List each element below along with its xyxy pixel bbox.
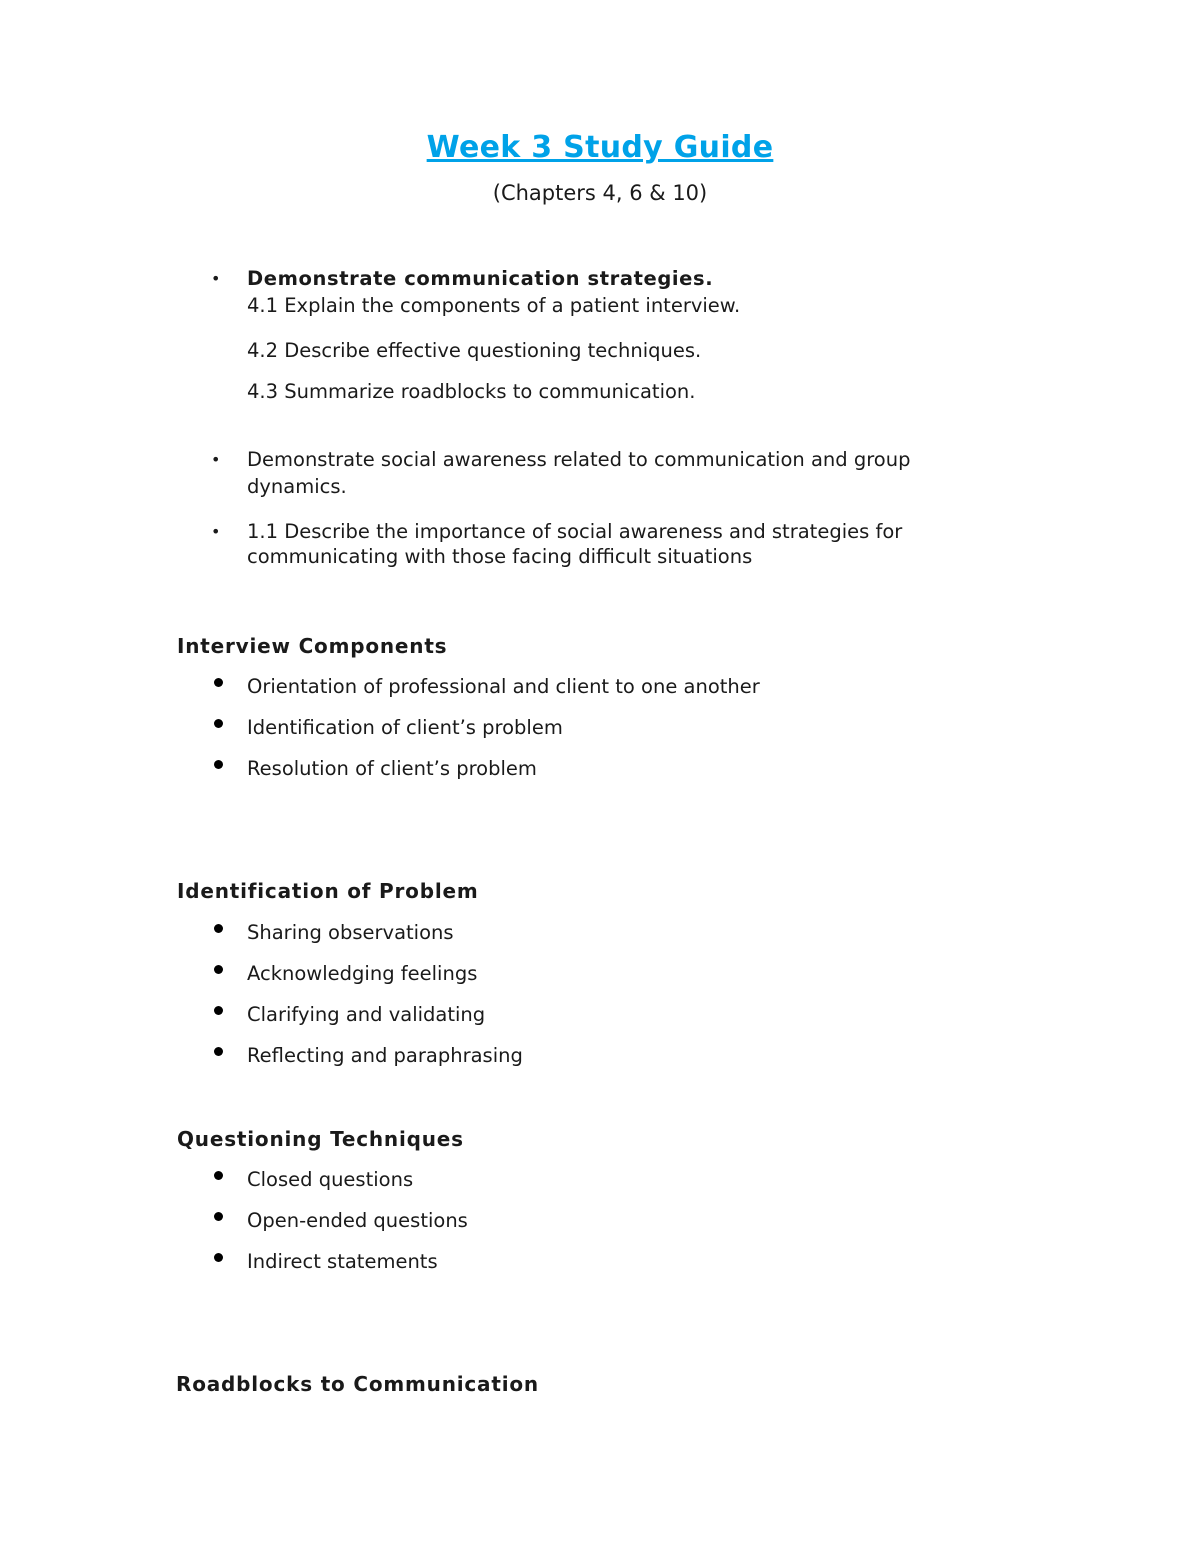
bullet-dot-icon <box>214 924 223 933</box>
bullet-dot-icon <box>214 965 223 974</box>
bullet-dot-icon <box>214 760 223 769</box>
list-item: Reflecting and paraphrasing <box>247 1044 523 1067</box>
section-heading-questioning: Questioning Techniques <box>177 1127 464 1151</box>
bullet-icon: • <box>211 269 221 288</box>
list-item: Acknowledging feelings <box>247 962 478 985</box>
objective-3-line-2: communicating with those facing difficult situations <box>247 545 753 568</box>
bullet-dot-icon <box>214 678 223 687</box>
list-item: Indirect statements <box>247 1250 438 1273</box>
document-subtitle: (Chapters 4, 6 & 10) <box>492 181 708 205</box>
list-item: Sharing observations <box>247 921 454 944</box>
bullet-dot-icon <box>214 1047 223 1056</box>
list-item: Orientation of professional and client to one another <box>247 675 760 698</box>
bullet-dot-icon <box>214 1253 223 1262</box>
bullet-dot-icon <box>214 1171 223 1180</box>
document-title: Week 3 Study Guide <box>426 130 774 165</box>
list-item: Closed questions <box>247 1168 414 1191</box>
list-item: Resolution of client’s problem <box>247 757 537 780</box>
bullet-dot-icon <box>214 1212 223 1221</box>
bullet-icon: • <box>211 522 221 541</box>
objective-2-line-1: Demonstrate social awareness related to communication and group <box>247 448 911 471</box>
list-item: Open-ended questions <box>247 1209 468 1232</box>
bullet-dot-icon <box>214 1006 223 1015</box>
objective-2-line-2: dynamics. <box>247 475 347 498</box>
section-heading-interview: Interview Components <box>177 634 448 658</box>
list-item: Clarifying and validating <box>247 1003 486 1026</box>
section-heading-roadblocks: Roadblocks to Communication <box>176 1372 539 1396</box>
objective-1-title: Demonstrate communication strategies. <box>247 267 714 290</box>
list-item: Identification of client’s problem <box>247 716 563 739</box>
bullet-icon: • <box>211 450 221 469</box>
objective-3-line-1: 1.1 Describe the importance of social awareness and strategies for <box>247 520 903 543</box>
bullet-dot-icon <box>214 719 223 728</box>
objective-1-sub-3: 4.3 Summarize roadblocks to communication. <box>247 380 696 403</box>
section-heading-identification: Identification of Problem <box>177 879 479 903</box>
objective-1-sub-1: 4.1 Explain the components of a patient interview. <box>247 294 741 317</box>
objective-1-sub-2: 4.2 Describe effective questioning techniques. <box>247 339 702 362</box>
